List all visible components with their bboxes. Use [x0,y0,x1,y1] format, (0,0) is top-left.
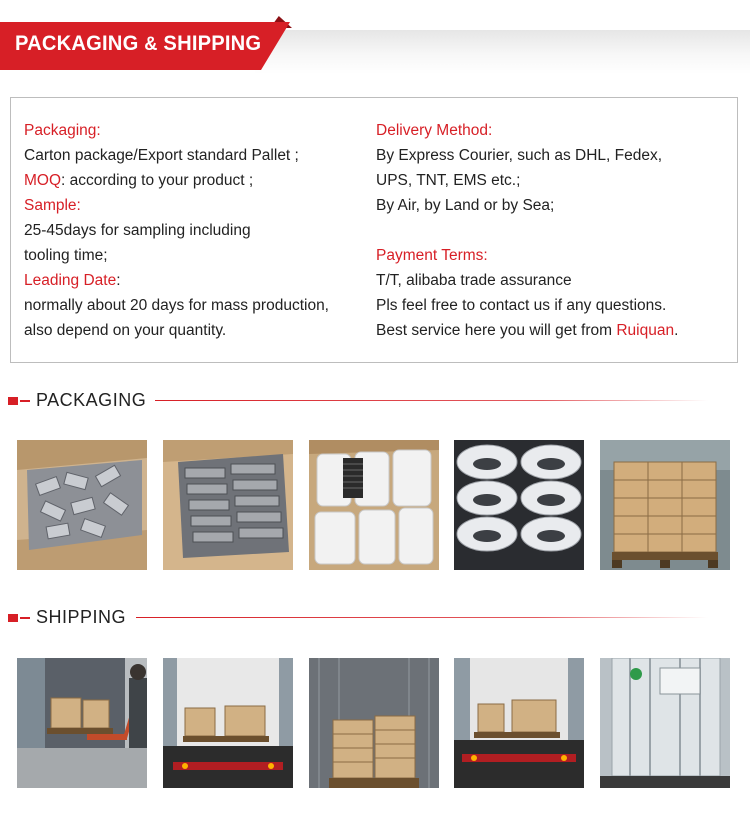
spacer [376,218,731,243]
leading-value-1: normally about 20 days for mass production, [24,297,329,314]
container-stacked-photo [309,658,439,788]
sample-label: Sample: [24,197,81,214]
sample-value-2: tooling time; [24,247,108,264]
payment-value-3 [376,318,731,343]
delivery-value-3: By Air, by Land or by Sea; [376,197,555,214]
moq-label: MOQ [24,172,62,189]
title-main: PACKAGING [15,32,139,55]
section-divider-line [155,400,708,401]
section-bullet-icon [8,397,18,405]
packaging-section-title: PACKAGING [36,390,147,410]
banner-grey-strip [255,30,750,74]
packaging-value: Carton package/Export standard Pallet ; [24,147,299,164]
section-divider-line [136,617,708,618]
container-loading-photo [17,658,147,788]
leading-label: Leading Date [24,272,117,289]
shipping-photo-row [17,658,733,788]
carton-trays-photo [163,440,293,570]
payment-value-3-suffix: . [674,322,679,339]
delivery-label: Delivery Method: [376,122,493,139]
shipping-section-header [8,606,748,630]
sample-value-1: 25-45days for sampling including [24,222,251,239]
title-end: SHIPPING [163,32,262,55]
brand-name: Ruiquan [616,322,675,339]
header-banner [0,16,750,74]
delivery-value-1: By Express Courier, such as DHL, Fedex, [376,147,663,164]
payment-value-1: T/T, alibaba trade assurance [376,272,572,289]
shipping-section-title: SHIPPING [36,607,127,627]
truck-cargo-photo [454,658,584,788]
title-amp: & [144,34,158,55]
moq-value: : according to your product ; [61,172,254,189]
info-box [10,97,738,363]
pallet-cartons-photo [600,440,730,570]
page-title [15,32,261,56]
foam-wrapped-photo [309,440,439,570]
packaging-section-header [8,389,748,413]
carton-parts-photo [17,440,147,570]
section-bullet-icon [8,614,18,622]
truck-loading-photo [163,658,293,788]
payment-value-3-prefix: Best service here you will get from [376,322,617,339]
packaging-photo-row [17,440,733,570]
moq-line [24,168,369,193]
delivery-value-2: UPS, TNT, EMS etc.; [376,172,521,189]
info-right-column [376,118,731,343]
packaging-label: Packaging: [24,122,101,139]
sealed-container-photo [600,658,730,788]
leading-value-2: also depend on your quantity. [24,322,227,339]
leading-colon: : [116,272,121,289]
payment-value-2: Pls feel free to contact us if any questions. [376,297,667,314]
payment-label: Payment Terms: [376,247,488,264]
leading-line [24,268,369,293]
bubble-wrap-photo [454,440,584,570]
section-dash [20,400,30,402]
section-dash [20,617,30,619]
info-left-column [24,118,369,343]
